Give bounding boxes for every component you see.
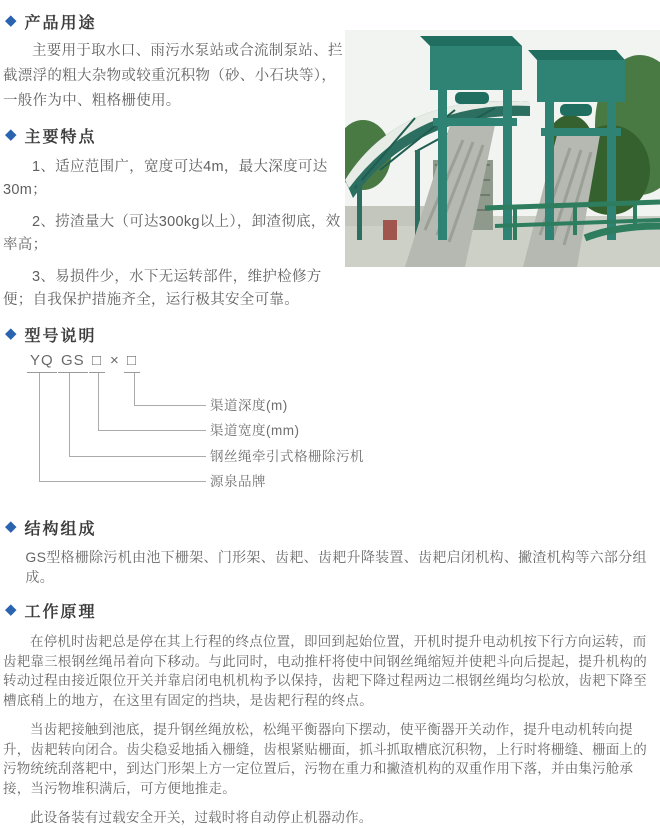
structure-heading <box>5 516 657 539</box>
equipment-photo <box>345 6 660 321</box>
feature-item: 3、易损件少，水下无运转部件，维护检修方便；自我保护措施齐全，运行极其安全可靠。 <box>3 269 322 308</box>
feature-item: 1、适应范围广，宽度可达4m，最大深度可达30m； <box>3 159 328 198</box>
top-row <box>3 6 657 321</box>
features-heading <box>5 124 345 147</box>
model-code-diagram <box>3 352 657 502</box>
diamond-icon: ◆ <box>5 518 17 535</box>
section-usage <box>3 10 345 114</box>
model-heading <box>5 323 657 346</box>
model-label: 渠道宽度(mm) <box>210 423 300 438</box>
usage-heading <box>5 10 345 33</box>
diamond-icon: ◆ <box>5 12 17 29</box>
model-code-part: □ <box>124 352 140 373</box>
diamond-icon: ◆ <box>5 601 17 618</box>
structure-body: GS型格栅除污机由池下栅架、门形架、齿耙、齿耙升降装置、齿耙启闭机构、撇渣机构等六部分组成。 <box>25 549 647 585</box>
section-principle <box>3 599 657 828</box>
left-column <box>3 6 345 321</box>
model-code-multiply: × <box>110 352 120 369</box>
principle-title: 工作原理 <box>24 604 97 621</box>
photo-barrel <box>383 220 397 240</box>
section-structure <box>3 516 657 587</box>
model-label: 渠道深度(m) <box>210 398 288 413</box>
usage-title: 产品用途 <box>24 15 97 32</box>
model-title: 型号说明 <box>24 328 97 345</box>
principle-heading <box>5 599 657 622</box>
diamond-icon: ◆ <box>5 126 17 143</box>
principle-paragraph: 此设备装有过载安全开关，过载时将自动停止机器动作。 <box>30 810 373 825</box>
model-label: 源泉品牌 <box>210 474 266 489</box>
model-code-part: GS <box>58 352 88 373</box>
section-features <box>3 124 345 312</box>
usage-body: 主要用于取水口、雨污水泵站或合流制泵站、拦截漂浮的粗大杂物或较重沉积物（砂、小石块等），一般作为中、粗格栅使用。 <box>3 43 343 109</box>
structure-title: 结构组成 <box>24 521 97 538</box>
features-title: 主要特点 <box>24 129 97 146</box>
feature-item: 2、捞渣量大（可达300kg以上），卸渣彻底，效率高； <box>3 214 341 253</box>
model-code-part: □ <box>89 352 105 373</box>
connector-line <box>39 373 206 482</box>
section-model <box>3 323 657 502</box>
principle-paragraph: 当齿耙接触到池底，提升钢丝绳放松，松绳平衡器向下摆动，使平衡器开关动作，提升电动机转向提升，齿耙转向闭合。齿尖稳妥地插入栅缝，齿根紧贴栅面，抓斗抓取槽底沉积物，上行时将栅缝、栅面上的污物统统刮落耙中，到达门形架上方一定位置后，污物在重力和撇渣机构的双重作用下落，并由集污舱承接，当污物堆积满后，可方便地推走。 <box>3 722 647 796</box>
model-label: 钢丝绳牵引式格栅除污机 <box>210 449 364 464</box>
principle-paragraph: 在停机时齿耙总是停在其上行程的终点位置，即回到起始位置，开机时提升电动机按下行方向运转，而齿耙靠三根钢丝绳吊着向下移动。与此同时，电动推杆将使中间钢丝绳缩短并使耙斗向后提起，提升机构的转动过程由接近限位开关并靠启闭电机机构予以保持，齿耙下降过程两边二根钢丝绳均匀松放，齿耙下降至槽底稍上的地方，在这里有固定的挡块，是齿耙行程的终点。 <box>3 634 647 708</box>
model-code-part: YQ <box>27 352 57 373</box>
diamond-icon: ◆ <box>5 325 17 342</box>
